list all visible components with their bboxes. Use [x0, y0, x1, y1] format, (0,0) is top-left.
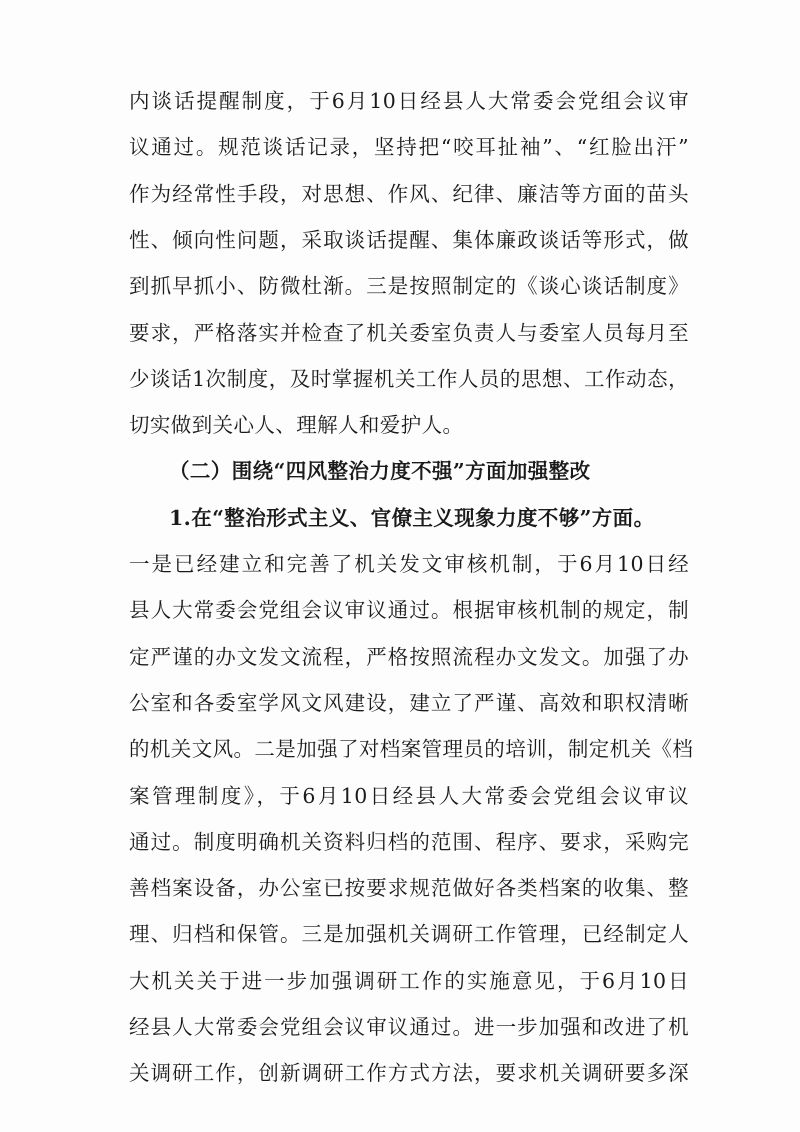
text-line: 案管理制度》，于6月10日经县人大常委会党组会议审议: [129, 784, 689, 808]
text-line: 议通过。规范谈话记录，坚持把“咬耳扯袖”、“红脸出汗”: [129, 135, 689, 159]
text-line: 通过。制度明确机关资料归档的范围、程序、要求，采购完: [129, 830, 689, 854]
subsection-heading: 1.在“整治形式主义、官僚主义现象力度不够”方面。: [169, 506, 655, 530]
text-line: 内谈话提醒制度，于6月10日经县人大常委会党组会议审: [129, 89, 689, 113]
text-line: 到抓早抓小、防微杜渐。三是按照制定的《谈心谈话制度》: [129, 274, 689, 298]
text-line: 一是已经建立和完善了机关发文审核机制，于6月10日经: [129, 552, 689, 576]
text-line: 的机关文风。二是加强了对档案管理员的培训，制定机关《档: [129, 737, 694, 761]
text-line: 关调研工作，创新调研工作方式方法，要求机关调研要多深: [129, 1061, 689, 1085]
text-line: 大机关关于进一步加强调研工作的实施意见，于6月10日: [129, 969, 689, 993]
text-line: 定严谨的办文发文流程，严格按照流程办文发文。加强了办: [129, 645, 689, 669]
text-line: 要求，严格落实并检查了机关委室负责人与委室人员每月至: [129, 321, 689, 345]
text-line: 县人大常委会党组会议审议通过。根据审核机制的规定，制: [129, 598, 689, 622]
text-line: 理、归档和保管。三是加强机关调研工作管理，已经制定人: [129, 922, 689, 946]
text-line: 少谈话1次制度，及时掌握机关工作人员的思想、工作动态，: [129, 367, 689, 391]
section-heading: （二）围绕“四风整治力度不强”方面加强整改: [169, 459, 591, 483]
text-line: 公室和各委室学风文风建设，建立了严谨、高效和职权清晰: [129, 691, 689, 715]
text-line: 作为经常性手段，对思想、作风、纪律、廉洁等方面的苗头: [129, 182, 689, 206]
text-line: 经县人大常委会党组会议审议通过。进一步加强和改进了机: [129, 1015, 689, 1039]
text-line: 切实做到关心人、理解人和爱护人。: [129, 413, 464, 437]
text-line: 善档案设备，办公室已按要求规范做好各类档案的收集、整: [129, 876, 689, 900]
text-line: 性、倾向性问题，采取谈话提醒、集体廉政谈话等形式，做: [129, 228, 689, 252]
